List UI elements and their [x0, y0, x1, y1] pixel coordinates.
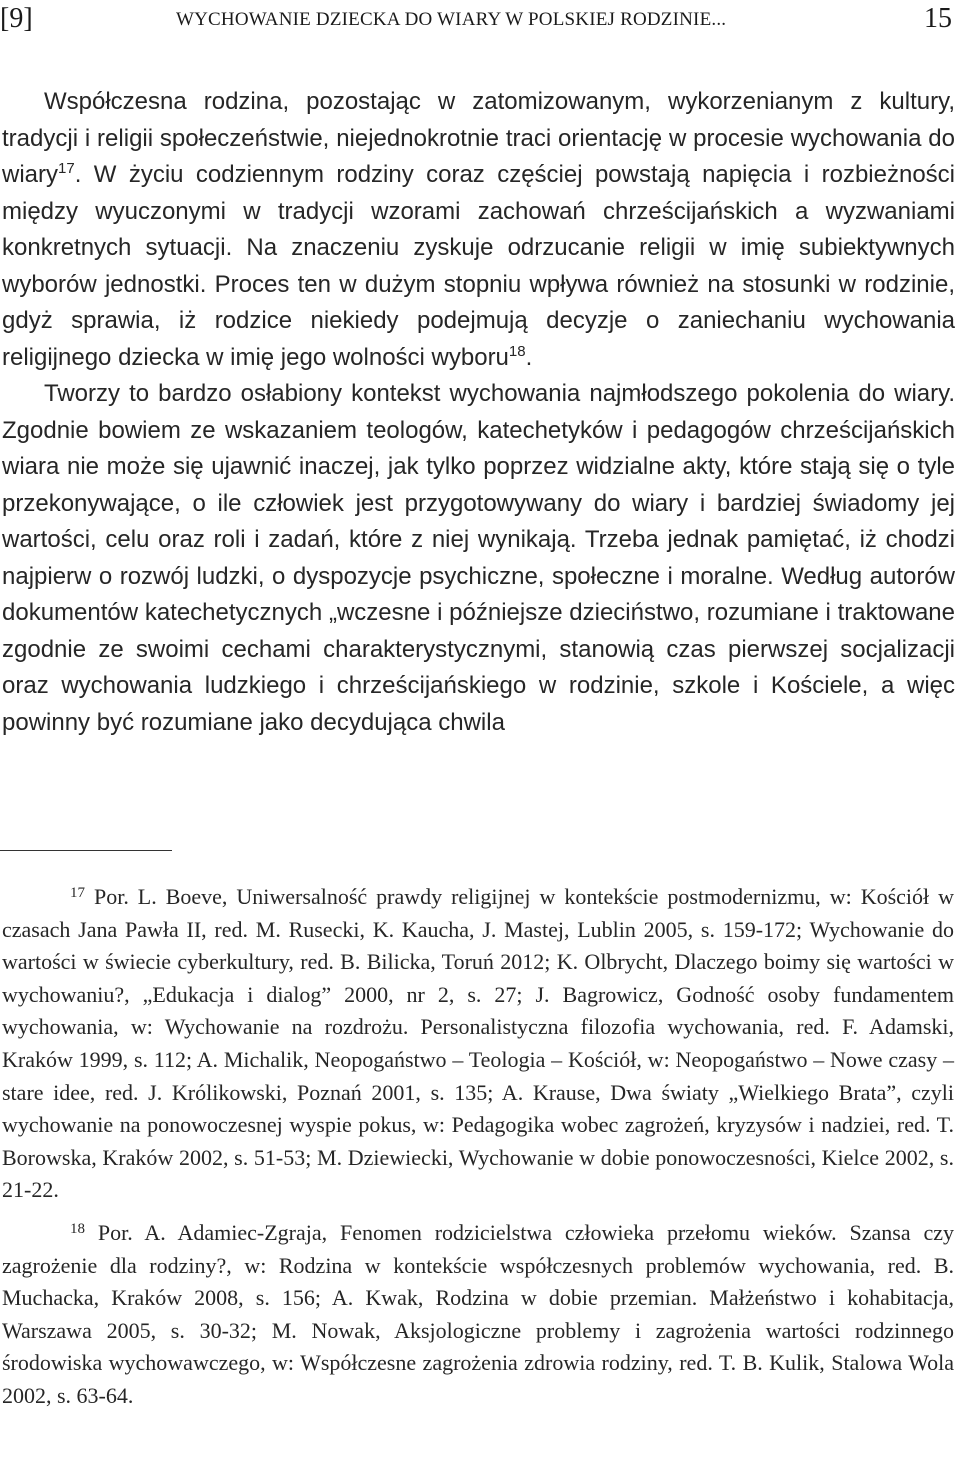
footnote-18: 18 Por. A. Adamiec-Zgraja, Fenomen rodzicielstwa człowieka przełomu wieków. Szansa czy zagrożenie dla rodziny?, w: Rodzina w kontekście współczesnych problemów wychowania, red. B. Muchacka, Kraków 2008, s. 156; A. Kwak, Rodzina w dobie przemian. Małżeństwo i kohabitacja, Warszawa 2005, s. 30-32; M. Nowak, Aksjologiczne problemy i zagrożenia wartości rodzinnego środowiska wychowawczego, w: Współczesne zagrożenia zdrowia rodziny, red. T. B. Kulik, Stalowa Wola 2002, s. 63-64. [2, 1219, 955, 1408]
paragraph-1 [2, 84, 955, 376]
main-text [2, 84, 955, 741]
page-number: 15 [924, 3, 952, 34]
footnote-separator [0, 850, 172, 851]
footnote-reference-17[interactable]: 17 [58, 160, 75, 177]
paragraph-1-part-a: Współczesna rodzina, pozostając w zatomizowanym, wykorzenianym z kultury, tradycji i religii społeczeństwie, niejednokrotnie traci orientację w procesie wychowania do wiary [2, 88, 955, 188]
footnote-reference-18[interactable]: 18 [508, 342, 526, 360]
footnote-text: Por. A. Adamiec-Zgraja, Fenomen rodzicielstwa człowieka przełomu wieków. Szansa czy zagrożenie dla rodziny?, w: Rodzina w kontekście współczesnych problemów wychowania, red. B. Muchacka, Kraków 2008, s. 156; A. Kwak, Rodzina w dobie przemian. Małżeństwo i kohabitacja, Warszawa 2005, s. 30-32; M. Nowak, Aksjologiczne problemy i zagrożenia wartości rodzinnego środowiska wychowawczego, w: Współczesne zagrożenia zdrowia rodziny, red. T. B. Kulik, Stalowa Wola 2002, s. 63-64. [2, 1219, 955, 1408]
footnote-17: 17 Por. L. Boeve, Uniwersalność prawdy religijnej w kontekście postmodernizmu, w: Kościół w czasach Jana Pawła II, red. M. Rusecki, K. Kaucha, J. Mastej, Lublin 2005, s. 159-172; Wychowanie do wartości w świecie cyberkultury, red. B. Bilicka, Toruń 2012; K. Olbrycht, Dlaczego boimy się wartości w wychowaniu?, „Edukacja i dialog” 2000, nr 2, s. 27; J. Bagrowicz, Godność osoby fundamentem wychowania, w: Wychowanie na rozdrożu. Personalistyczna filozofia wychowania, red. F. Adamski, Kraków 1999, s. 112; A. Michalik, Neopogaństwo – Teologia – Kościół, w: Neopogaństwo – Nowe czasy – stare idee, red. J. Królikowski, Poznań 2001, s. 135; A. Krause, Dwa światy „Wielkiego Brata”, czyli wychowanie na ponowoczesnej wyspie pokus, w: Pedagogika wobec zagrożeń, kryzysów i nadziei, red. T. Borowska, Kraków 2002, s. 51-53; M. Dziewiecki, Wychowanie w dobie ponowoczesności, Kielce 2002, s. 21-22. [2, 884, 955, 1203]
footnote-text: Por. L. Boeve, Uniwersalność prawdy religijnej w kontekście postmodernizmu, w: Kościół w czasach Jana Pawła II, red. M. Rusecki, K. Kaucha, J. Mastej, Lublin 2005, s. 159-172; Wychowanie do wartości w świecie cyberkultury, red. B. Bilicka, Toruń 2012; K. Olbrycht, Dlaczego boimy się wartości w wychowaniu?, „Edukacja i dialog” 2000, nr 2, s. 27; J. Bagrowicz, Godność osoby fundamentem wychowania, w: Wychowanie na rozdrożu. Personalistyczna filozofia wychowania, red. F. Adamski, Kraków 1999, s. 112; A. Michalik, Neopogaństwo – Teologia – Kościół, w: Neopogaństwo – Nowe czasy – stare idee, red. J. Królikowski, Poznań 2001, s. 135; A. Krause, Dwa światy „Wielkiego Brata”, czyli wychowanie na ponowoczesnej wyspie pokus, w: Pedagogika wobec zagrożeń, kryzysów i nadziei, red. T. Borowska, Kraków 2002, s. 51-53; M. Dziewiecki, Wychowanie w dobie ponowoczesności, Kielce 2002, s. 21-22. [2, 884, 955, 1203]
footnotes [2, 881, 954, 1413]
paragraph-1-part-b: . W życiu codziennym rodziny coraz częściej powstają napięcia i rozbieżności między wyuczonymi w tradycji wzorami zachowań chrześcijańskich a wyzwaniami konkretnych sytuacji. Na znaczeniu zyskuje odrzucanie religii w imię subiektywnych wyborów jednostki. Proces ten w dużym stopniu wpływa również na stosunki w rodzinie, gdyż sprawia, iż rodzice niekiedy podejmują decyzje o zaniechaniu wychowania religijnego dziecka w imię jego wolności wyboru [2, 161, 955, 371]
running-header [0, 2, 960, 36]
running-title: WYCHOWANIE DZIECKA DO WIARY W POLSKIEJ RODZINIE... [176, 9, 727, 30]
section-number: [9] [0, 3, 33, 34]
paragraph-1-part-c: . [525, 343, 533, 371]
paragraph-2: Tworzy to bardzo osłabiony kontekst wychowania najmłodszego pokolenia do wiary. Zgodnie bowiem ze wskazaniem teologów, katechetyków i pedagogów chrześcijańskich wiara nie może się ujawnić inaczej, jak tylko poprzez widzialne akty, które stają się o tyle przekonywające, o ile człowiek jest przygotowywany do wiary i bardziej świadomy jej wartości, celu oraz roli i zadań, które z niej wynikają. Trzeba jednak pamiętać, iż chodzi najpierw o rozwój ludzki, o dyspozycje psychiczne, społeczne i moralne. Według autorów dokumentów katechetycznych „wczesne i późniejsze dzieciństwo, rozumiane i traktowane zgodnie ze swoimi cechami charakterystycznymi, stanowią czas pierwszej socjalizacji oraz wychowania ludzkiego i chrześcijańskiego w rodzinie, szkole i Kościele, a więc powinny być rozumiane jako decydująca chwila [2, 380, 955, 736]
